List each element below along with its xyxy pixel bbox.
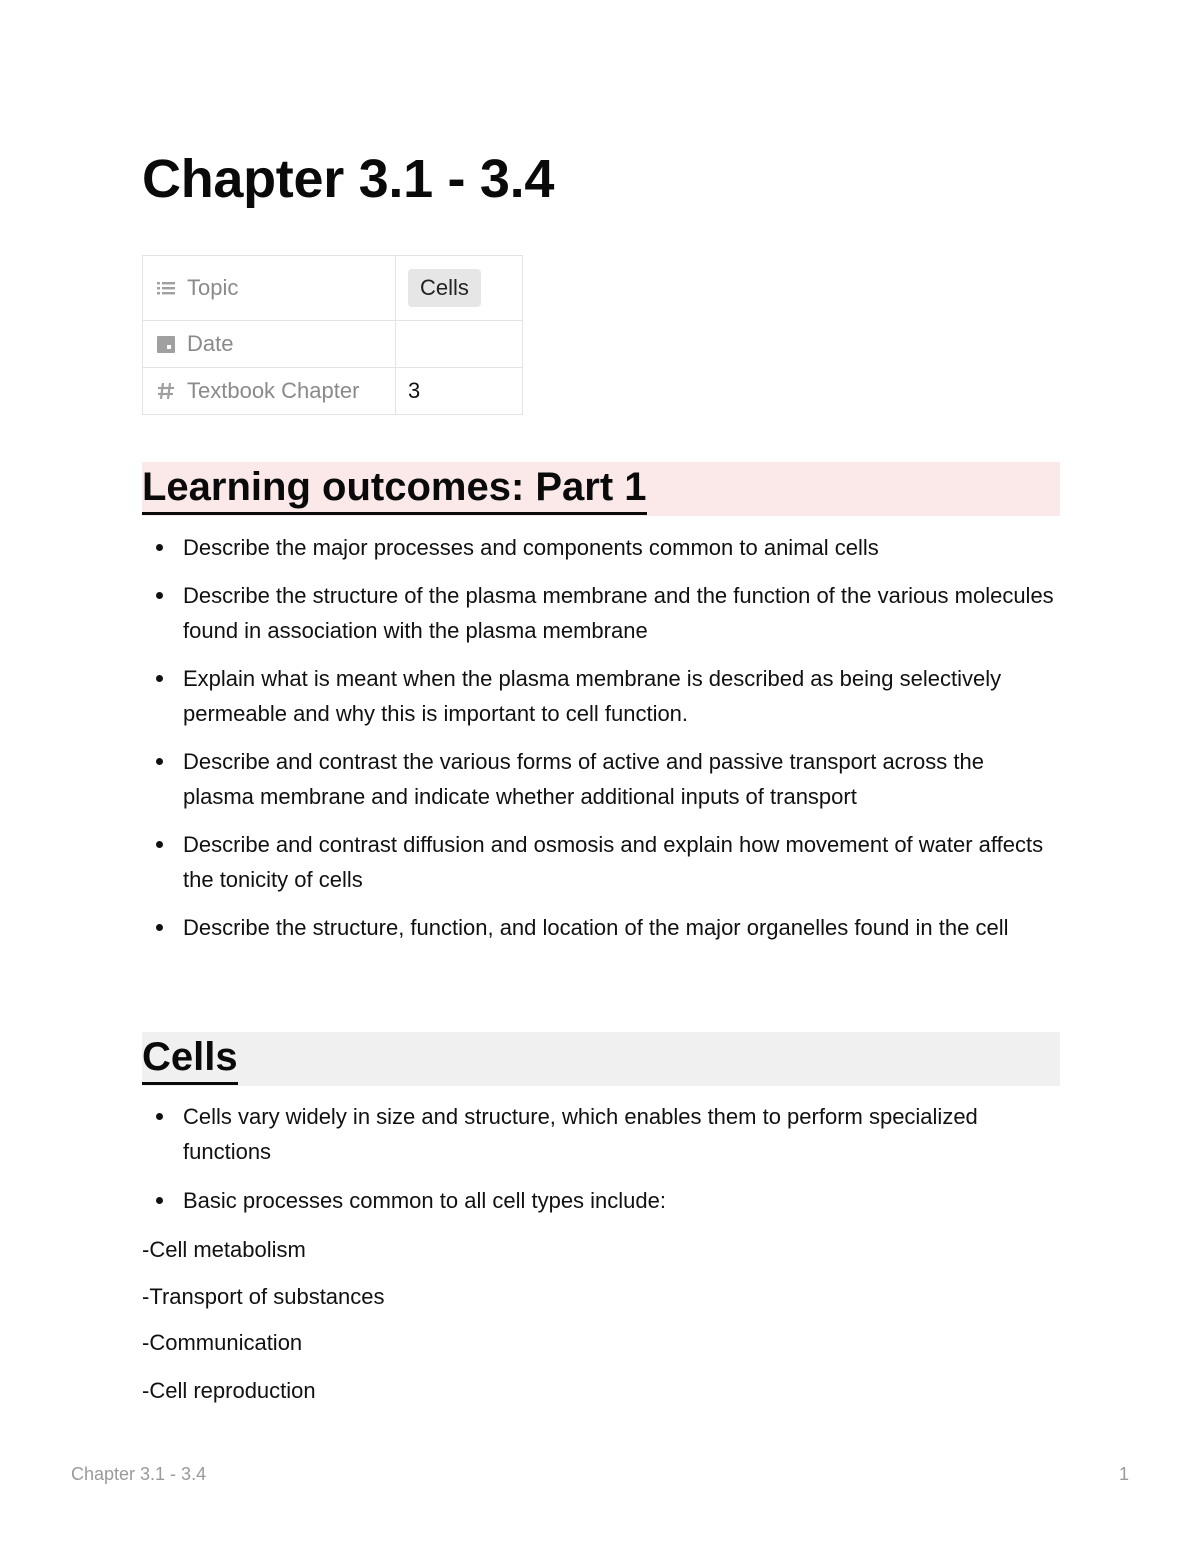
properties-table [142, 255, 523, 415]
text-line: -Cell metabolism [142, 1237, 306, 1262]
hash-icon [155, 380, 177, 402]
date-value[interactable] [396, 321, 523, 368]
list-icon [155, 277, 177, 299]
section-heading: Learning outcomes: Part 1 [142, 462, 647, 515]
text-line: -Communication [142, 1330, 303, 1355]
learning-outcomes-list [142, 530, 1060, 958]
cells-heading [142, 1032, 1060, 1086]
list-item: Describe the structure, function, and location of the major organelles found in the cell [142, 910, 1060, 945]
property-row-textbook-chapter [143, 368, 523, 415]
topic-tag[interactable]: Cells [408, 269, 481, 307]
section-heading: Cells [142, 1032, 238, 1085]
list-item: Describe and contrast diffusion and osmosis and explain how movement of water affects the tonicity of cells [142, 827, 1060, 897]
page-title: Chapter 3.1 - 3.4 [142, 149, 555, 209]
calendar-icon [155, 333, 177, 355]
textbook-chapter-value[interactable]: 3 [396, 368, 523, 415]
list-item: Describe and contrast the various forms of active and passive transport across the plasma membrane and indicate whether additional inputs of transport [142, 744, 1060, 814]
list-item: Explain what is meant when the plasma membrane is described as being selectively permeable and why this is important to cell function. [142, 661, 1060, 731]
property-key: Textbook Chapter [187, 378, 360, 403]
list-item: Describe the structure of the plasma membrane and the function of the various molecules found in association with the plasma membrane [142, 578, 1060, 648]
property-key: Date [187, 331, 234, 356]
text-line: -Transport of substances [142, 1284, 385, 1309]
property-row-topic [143, 256, 523, 321]
learning-outcomes-heading [142, 462, 1060, 516]
list-item: Cells vary widely in size and structure, which enables them to perform specialized functions [142, 1099, 1060, 1169]
footer-title: Chapter 3.1 - 3.4 [71, 1464, 207, 1484]
property-row-date [143, 321, 523, 368]
property-key: Topic [187, 275, 239, 300]
page-number: 1 [1118, 1464, 1129, 1484]
text-line: -Cell reproduction [142, 1378, 316, 1403]
cells-list [142, 1099, 1060, 1232]
list-item: Basic processes common to all cell types include: [142, 1183, 1060, 1218]
list-item: Describe the major processes and components common to animal cells [142, 530, 1060, 565]
